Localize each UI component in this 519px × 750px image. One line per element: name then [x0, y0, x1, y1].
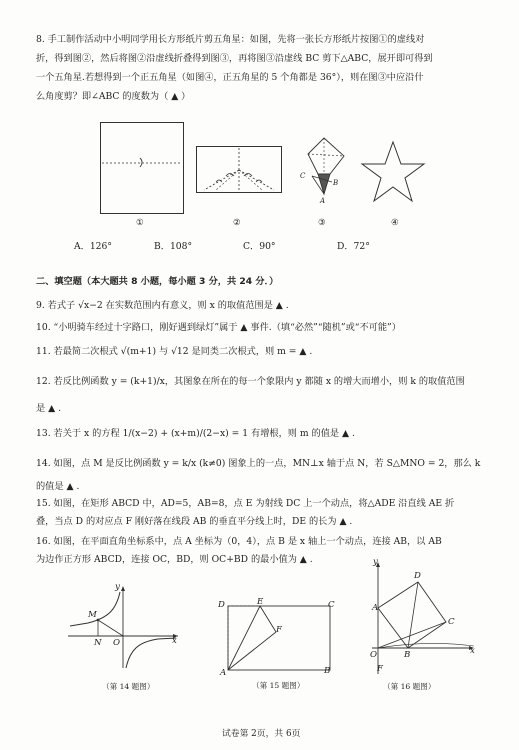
q8-fig3-point-a: A	[320, 197, 326, 205]
q12-line2: 是 ▲ .	[36, 403, 62, 414]
q8-fig3-point-c: C	[300, 172, 306, 180]
fig15-point-c: C	[328, 600, 335, 610]
fig14-point-m: M	[88, 610, 97, 620]
q8-figure-3	[302, 136, 352, 212]
fig14-x-label: x	[172, 636, 177, 646]
fig16-point-f: F	[377, 664, 383, 674]
q8-fig1-label: ①	[136, 218, 144, 228]
fig14-point-n: N	[94, 638, 102, 648]
q9-text: 9. 若式子 √x−2 在实数范围内有意义，则 x 的取值范围是 ▲ .	[36, 300, 289, 311]
q16-line2: 为边作正方形 ABCD，连接 OC，BD，则 OC+BD 的最小值为 ▲ .	[36, 554, 313, 565]
q8-fig3-label: ③	[318, 218, 326, 228]
q8-fig3-point-b: B	[333, 179, 339, 187]
q10-text: 10. “小明骑车经过十字路口，刚好遇到绿灯”属于 ▲ 事件.（填“必然”“随机”或“不可能”）	[36, 322, 401, 333]
q8-option-b: B．108°	[154, 241, 193, 252]
q8-option-c: C．90°	[243, 241, 276, 252]
q16-line1: 16. 如图，在平面直角坐标系中，点 A 坐标为（0，4），点 B 是 x 轴上一个动点，连接 AB，以 AB	[36, 536, 442, 547]
section-2-heading: 二、填空题（本大题共 8 小题，每小题 3 分，共 24 分．）	[36, 276, 279, 287]
fig14-y-label: y	[115, 582, 120, 592]
q8-figure-1	[100, 122, 184, 214]
fig14-caption: （第 14 题图）	[102, 682, 155, 691]
q8-option-a: A．126°	[74, 241, 112, 252]
fig15-caption: （第 15 题图）	[252, 681, 305, 690]
page-footer: 试卷第 2页，共 6页	[222, 729, 301, 739]
q8-line3: 一个五角星.若想得到一个正五角星（如图④，正五角星的 5 个角都是 36°），则在图③中应沿什	[36, 72, 424, 83]
q8-figure-4	[360, 140, 426, 204]
fig16-diagram	[368, 560, 476, 676]
fig16-point-b: B	[404, 650, 411, 660]
fig14-origin: O	[113, 638, 121, 648]
q11-text: 11. 若最简二次根式 √(m+1) 与 √12 是同类二次根式，则 m = ▲ .	[36, 346, 313, 357]
q8-figure-2	[196, 146, 282, 194]
fig14-graph	[68, 584, 180, 670]
q14-line2: 的值是 ▲ .	[36, 481, 80, 492]
fig16-y-label: y	[373, 557, 378, 567]
fig15-point-e: E	[257, 597, 264, 607]
q8-line2: 折，得到图②，然后将图②沿虚线折叠得到图③，再将图③沿虚线 BC 剪下△ABC，展开即可得到	[36, 53, 433, 64]
fig15-point-b: B	[324, 666, 331, 676]
fig16-origin: O	[370, 650, 378, 660]
q8-fig4-label: ④	[391, 218, 399, 228]
fig15-point-f: F	[276, 625, 282, 635]
fig16-caption: （第 16 题图）	[383, 682, 436, 691]
fig16-point-a: A	[372, 603, 379, 613]
q14-line1: 14. 如图，点 M 是反比例函数 y = k/x (k≠0) 图象上的一点，MN⊥x 轴于点 N，若 S△MNO = 2，那么 k	[36, 458, 481, 469]
q12-line1: 12. 若反比例函数 y = (k+1)/x，其图象在所在的每一个象限内 y 都随 x 的增大而增小，则 k 的取值范围	[36, 376, 465, 387]
fig15-diagram	[226, 604, 334, 674]
q15-line1: 15. 如图，在矩形 ABCD 中，AD=5，AB=8，点 E 为射线 DC 上一个动点，将△ADE 沿直线 AE 折	[36, 498, 455, 509]
fig16-point-c: C	[448, 617, 455, 627]
q8-line1: 8. 手工制作活动中小明同学用长方形纸片剪五角星：如图，先将一张长方形纸片按图①的虚线对	[36, 34, 425, 45]
q15-line2: 叠，当点 D 的对应点 F 刚好落在线段 AB 的垂直平分线上时，DE 的长为 ▲ .	[36, 516, 353, 527]
fig15-point-a: A	[220, 668, 227, 678]
fig15-point-d: D	[218, 600, 225, 610]
fig16-point-d: D	[414, 571, 421, 581]
q13-text: 13. 若关于 x 的方程 1/(x−2) + (x+m)/(2−x) = 1 有增根，则 m 的值是 ▲ .	[36, 428, 355, 439]
fig16-x-label: x	[470, 646, 475, 656]
q8-line4: 么角度剪？即∠ABC 的度数为（ ▲ ）	[36, 91, 191, 102]
q8-fig2-label: ②	[233, 218, 241, 228]
q8-option-d: D．72°	[337, 241, 370, 252]
